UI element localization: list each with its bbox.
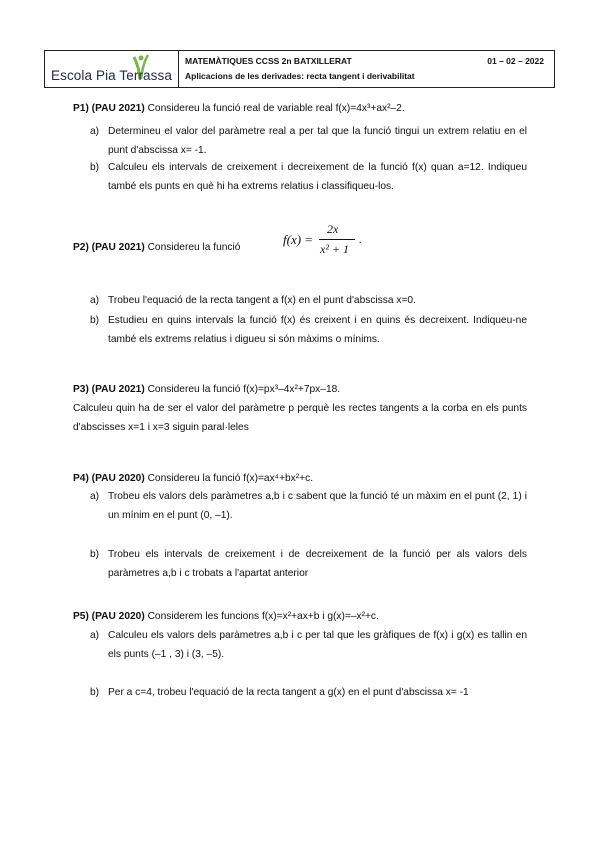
p3-tag: P3) (PAU 2021) bbox=[73, 384, 145, 395]
p1-statement: Considereu la funció real de variable real f(x)=4x³+ax²–2. bbox=[147, 103, 405, 114]
p2-formula-period: . bbox=[359, 232, 362, 246]
topic-subtitle: Aplicacions de les derivades: recta tangent i derivabilitat bbox=[185, 71, 415, 81]
p1-b-label: b) bbox=[90, 162, 100, 173]
p2-a-label: a) bbox=[90, 295, 100, 306]
p2-statement: Considereu la funció bbox=[147, 242, 241, 253]
exam-date: 01 – 02 – 2022 bbox=[487, 56, 544, 66]
p5-tag: P5) (PAU 2020) bbox=[73, 611, 145, 622]
p1-a-text: Determineu el valor del paràmetre real a per tal que la funció tingui un extrem relatiu en el punt d'abscissa x= -1. bbox=[108, 126, 527, 156]
p4-a-text: Trobeu els valors dels paràmetres a,b i c sabent que la funció té un màxim en el punt (2, 1) i un mínim en el punt (0, –1). bbox=[108, 491, 527, 521]
p4-heading bbox=[73, 471, 313, 486]
school-name: Escola Pia Terrassa bbox=[51, 68, 172, 83]
p2-formula-denominator: x² + 1 bbox=[320, 242, 350, 256]
p2-tag: P2) (PAU 2021) bbox=[73, 242, 145, 253]
p5-a-text: Calculeu els valors dels paràmetres a,b i c per tal que les gràfiques de f(x) i g(x) es tallin en els punts (–1 , 3) i (3, –5). bbox=[108, 630, 527, 660]
p5-a-label: a) bbox=[90, 630, 100, 641]
p3-text: Calculeu quin ha de ser el valor del paràmetre p perquè les rectes tangents a la corba en els punts d'abscisses x=1 i x=3 siguin paral·leles bbox=[73, 403, 527, 433]
p2-b-label: b) bbox=[90, 315, 100, 326]
p2-b-text: Estudieu en quins intervals la funció f(x) és creixent i en quins és decreixent. Indiqueu-ne també els extrems relatius i digueu si són màxims o mínims. bbox=[108, 315, 527, 345]
p2-formula-fraction-bar bbox=[319, 239, 355, 240]
course-title: MATEMÀTIQUES CCSS 2n BATXILLERAT bbox=[185, 56, 352, 66]
header-title-cell bbox=[179, 51, 554, 87]
p4-tag: P4) (PAU 2020) bbox=[73, 473, 145, 484]
header-table bbox=[44, 50, 555, 88]
p4-b-text: Trobeu els intervals de creixement i de decreixement de la funció per als valors dels paràmetres a,b i c trobats a l'apartat anterior bbox=[108, 549, 527, 579]
p1-a-label: a) bbox=[90, 126, 100, 137]
p2-formula-numerator: 2x bbox=[327, 222, 339, 236]
p1-heading bbox=[73, 101, 405, 116]
p1-b-text: Calculeu els intervals de creixement i decreixement de la funció f(x) quan a=12. Indiqueu també els punts en què hi ha extrems relatius i classifiqueu-los. bbox=[108, 162, 527, 192]
p1-tag: P1) (PAU 2021) bbox=[73, 103, 145, 114]
p3-statement: Considereu la funció f(x)=px³–4x²+7px–18. bbox=[147, 384, 341, 395]
p4-a-label: a) bbox=[90, 491, 100, 502]
school-logo bbox=[45, 51, 179, 87]
p5-statement: Considerem les funcions f(x)=x²+ax+b i g(x)=–x²+c. bbox=[147, 611, 379, 622]
p4-b-label: b) bbox=[90, 549, 100, 560]
p3-heading bbox=[73, 382, 340, 397]
p4-statement: Considereu la funció f(x)=ax⁴+bx²+c. bbox=[147, 473, 314, 484]
p5-heading bbox=[73, 609, 379, 624]
p2-heading bbox=[73, 240, 240, 255]
p5-b-label: b) bbox=[90, 687, 100, 698]
p2-formula-lhs: f(x) = bbox=[283, 232, 314, 247]
p2-a-text: Trobeu l'equació de la recta tangent a f(x) en el punt d'abscissa x=0. bbox=[108, 295, 416, 306]
p5-b-text: Per a c=4, trobeu l'equació de la recta tangent a g(x) en el punt d'abscissa x= -1 bbox=[108, 687, 469, 698]
